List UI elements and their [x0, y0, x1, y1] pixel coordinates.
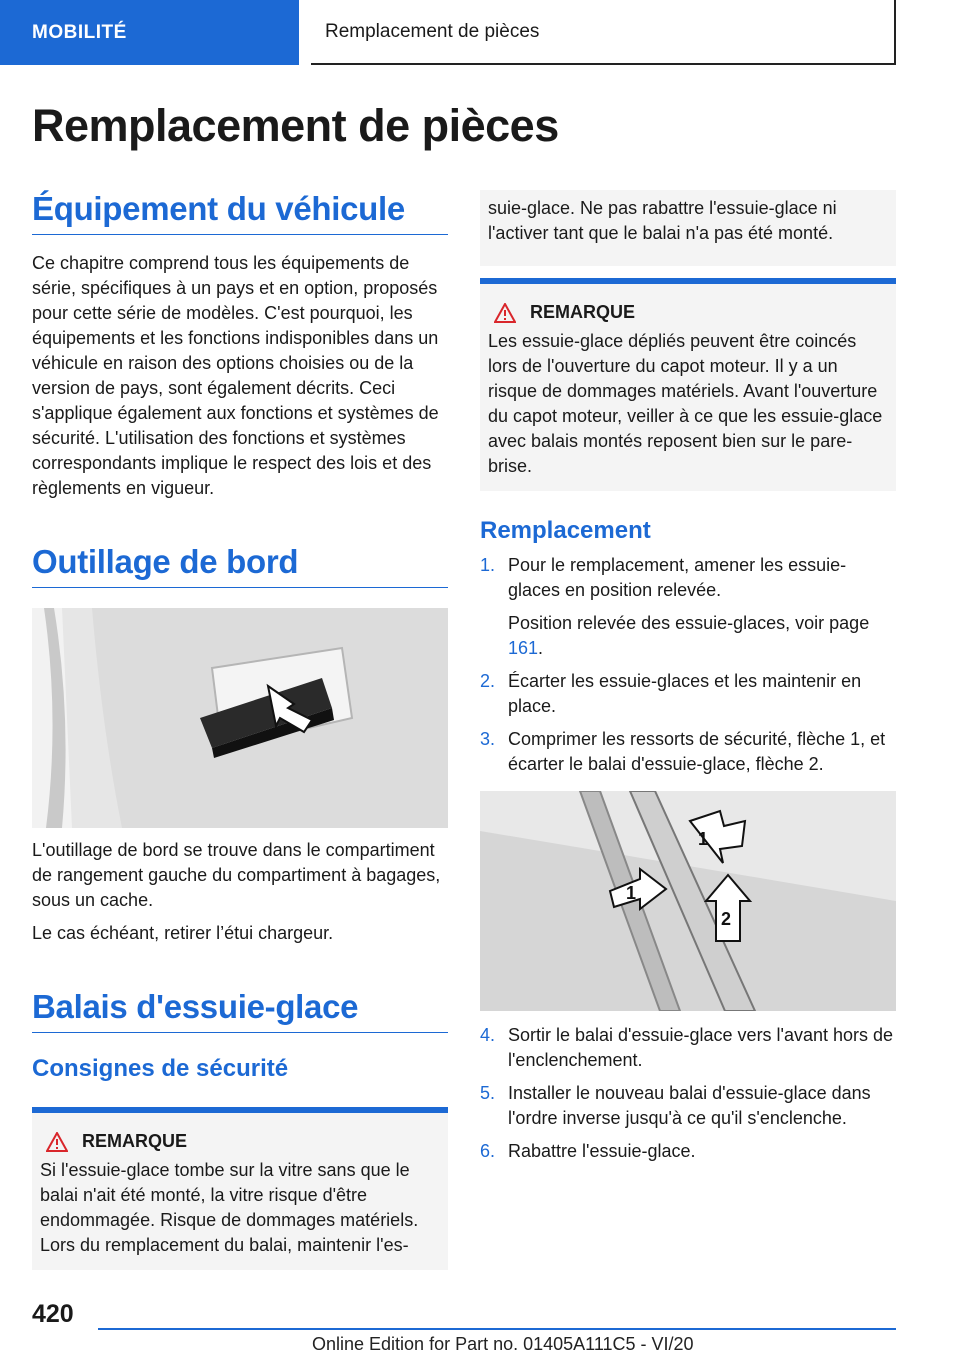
step-text: Rabattre l'essuie-glace. — [508, 1141, 696, 1161]
chapter-tab[interactable]: Remplacement de pièces — [311, 0, 896, 65]
left-column — [32, 190, 448, 1270]
warning-box-1-continued — [480, 190, 896, 266]
warning-triangle-icon — [46, 1132, 68, 1152]
warning-text: Les essuie-glace dépliés peuvent être coincés lors de l'ouverture du capot moteur. Il y a un risque de dommages matériels. Avant l'ouverture du capot moteur, veiller à ce que les essuie-glace avec balais montés reposent bien sur le pare-brise. — [488, 331, 883, 476]
footer-edition: Online Edition for Part no. 01405A111C5 - VI/20 — [312, 1334, 694, 1354]
step-number: 1. — [480, 555, 496, 575]
warning-header — [494, 302, 888, 323]
step-item — [480, 553, 896, 661]
toolkit-text-1: L'outillage de bord se trouve dans le compartiment de rangement gauche du compartiment à bagages, sous un cache. — [32, 840, 441, 910]
step-item — [480, 1023, 896, 1073]
page-link[interactable]: 161 — [508, 638, 539, 658]
step-item — [480, 727, 896, 777]
page-number: 420 — [32, 1300, 74, 1328]
step-text: Écarter les essuie-glaces et les maintenir en place. — [508, 671, 862, 716]
step-subtext: Position relevée des essuie-glaces, voir page 161. — [508, 613, 870, 658]
step-text: Sortir le balai d'essuie-glace vers l'avant hors de l'enclenchement. — [508, 1025, 894, 1070]
step-number: 3. — [480, 729, 496, 749]
section-tab[interactable]: MOBILITÉ — [0, 0, 299, 65]
toolkit-image — [32, 608, 448, 828]
heading-toolkit: Outillage de bord — [32, 543, 448, 588]
right-column — [480, 190, 896, 1172]
step-number: 4. — [480, 1025, 496, 1045]
footer-divider — [98, 1328, 896, 1330]
warning-header — [46, 1131, 440, 1152]
heading-wipers: Balais d'essuie-glace — [32, 988, 448, 1033]
step-item — [480, 1081, 896, 1131]
steps-list-b — [480, 1023, 896, 1164]
steps-list-a — [480, 553, 896, 777]
step-text: Installer le nouveau balai d'essuie-glace dans l'ordre inverse jusqu'à ce qu'il s'enclenche. — [508, 1083, 871, 1128]
warning-label: REMARQUE — [530, 302, 636, 322]
heading-equipment: Équipement du véhicule — [32, 190, 448, 235]
warning-continued-text: suie-glace. Ne pas rabattre l'essuie-glace ni l'activer tant que le balai n'a pas été monté. — [488, 198, 837, 243]
warning-triangle-icon — [494, 303, 516, 323]
heading-safety: Consignes de sécurité — [32, 1055, 289, 1082]
step-item — [480, 669, 896, 719]
wiper-image — [480, 791, 896, 1011]
step-number: 6. — [480, 1141, 496, 1161]
warning-box-1 — [32, 1107, 448, 1270]
equipment-text: Ce chapitre comprend tous les équipements de série, spécifiques à un pays et en option, proposés pour cette série de modèles. C'est pourquoi, les équipements et les fonctions indisponibles dans un véhicule en raison des options choisies ou de la version de pays, sont également décrits. Ceci s'applique également aux fonctions et systèmes de sécurité. L'utilisation des fonctions et systèmes correspondants implique le respect des lois et des règlements en vigueur. — [32, 253, 439, 498]
figure-label-c: 2 — [721, 909, 732, 929]
step-item — [480, 1139, 896, 1164]
warning-box-2 — [480, 278, 896, 491]
warning-label: REMARQUE — [82, 1131, 188, 1151]
step-number: 2. — [480, 671, 496, 691]
heading-replacement: Remplacement — [480, 517, 651, 544]
figure-label-a: 1 — [698, 829, 709, 849]
step-text: Comprimer les ressorts de sécurité, flèche 1, et écarter le balai d'essuie-glace, flèche 2. — [508, 729, 886, 774]
step-text: Pour le remplacement, amener les essuie-glaces en position relevée. — [508, 555, 847, 600]
step-number: 5. — [480, 1083, 496, 1103]
page-title: Remplacement de pièces — [32, 100, 559, 151]
figure-label-b: 1 — [626, 883, 637, 903]
warning-text: Si l'essuie-glace tombe sur la vitre sans que le balai n'ait été monté, la vitre risque d'être endommagée. Risque de dommages matériels. Lors du remplacement du balai, maintenir l'es- — [40, 1160, 419, 1255]
toolkit-text-2: Le cas échéant, retirer l’étui chargeur. — [32, 923, 334, 943]
